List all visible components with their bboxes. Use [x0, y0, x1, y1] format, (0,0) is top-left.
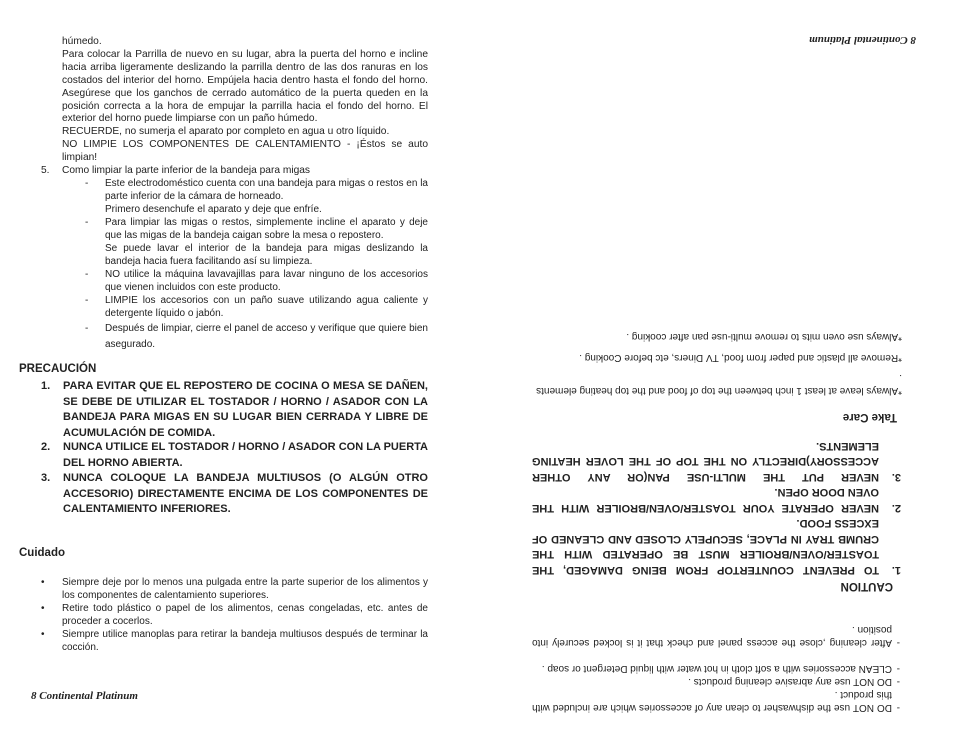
sub-item	[85, 269, 428, 295]
dash-marker: -	[85, 217, 89, 228]
sub-item-extra: Se puede lavar el interior de la bandeja para migas deslizando la bandeja hacia fuera facilitando así su limpieza.	[105, 242, 428, 267]
cuidado-text: Siempre utilice manoplas para retirar la bandeja multiusos después de terminar la cocción.	[62, 629, 428, 653]
dash-item-text: DO NOT use the dishwasher to clean any of accessories which are included with this product .	[532, 689, 892, 713]
page-footer: 8 Continental Platinum	[31, 690, 138, 702]
take-care-text: Always use oven mits to remove multi-use pan after cooking .	[626, 331, 899, 342]
item-text: NUNCA UTILICE EL TOSTADOR / HORNO / ASADOR CON LA PUERTA DEL HORNO ABIERTA.	[63, 441, 428, 469]
sub-item-text: Para limpiar las migas o restos, simplemente incline el aparato y deje que las migas de la bandeja caigan sobre la mesa o repostero.	[105, 217, 428, 241]
take-care-item	[522, 329, 902, 342]
sub-item	[85, 217, 428, 269]
sub-item-text: Después de limpiar, cierre el panel de acceso y verifique que quiere bien asegurado.	[105, 323, 428, 350]
sub-item-extra: Primero desenchufe el aparato y deje que enfríe.	[105, 203, 322, 215]
bullet-marker: •	[41, 603, 45, 614]
cuidado-item	[41, 629, 428, 655]
item5-number: 5.	[41, 165, 50, 176]
asterisk-marker: *	[898, 352, 902, 363]
page-footer: 8 Continental Platinum	[809, 34, 916, 46]
caution-heading: CAUTION	[840, 580, 893, 592]
dash-item-text: CLEAN accessories with a soft cloth in hot water with liquid Detergent or soap .	[541, 663, 892, 674]
take-care-item	[522, 370, 902, 396]
item-number: 1.	[41, 380, 51, 392]
sub-item-text: Este electrodoméstico cuenta con una bandeja para migas o restos en la parte inferior de la cámara de horneado.	[105, 178, 428, 202]
dash-marker: -	[85, 178, 89, 189]
right-page	[477, 0, 954, 738]
take-care-trail: .	[899, 372, 902, 384]
cuidado-text: Retire todo plástico o papel de los alimentos, cenas congeladas, etc. antes de proceder a cocerlos.	[62, 603, 428, 627]
intro-paragraph: Para colocar la Parrilla de nuevo en su lugar, abra la puerta del horno e incline hacia arriba ligeramente deslizando la parrilla dentro de las dos ranuras en los costados del interior del horno. Empújela hacia dentro hasta el fondo del horno. Asegúrese que los ganchos de cerrado automático de la puerta queden en la posición correcta a la hora de empujar la parrilla hacia el fondo del horno. El exterior del horno puede limpiarse con un paño húmedo.	[62, 48, 428, 125]
dash-item	[532, 687, 900, 713]
sub-item-text: NO utilice la máquina lavavajillas para lavar ninguno de los accesorios que vienen incluidos con este producto.	[105, 269, 428, 293]
dash-marker: -	[896, 676, 900, 687]
dash-marker: -	[85, 295, 89, 306]
item-number: 2.	[891, 502, 901, 514]
dash-marker: -	[896, 663, 900, 674]
dash-item	[532, 661, 900, 674]
item5-title: Como limpiar la parte inferior de la bandeja para migas	[62, 165, 311, 176]
cuidado-item	[41, 603, 428, 629]
item-number: 1.	[891, 564, 901, 576]
take-care-heading: Take Care	[842, 411, 897, 423]
dash-marker: -	[85, 323, 89, 334]
item-text: TO PREVENT COUNTERTOP FROM BEING DAMAGED, THE TOASTER/OVEN/BROILER MUST BE OPERATED WITH THE CRUMB TRAY IN PLACE, SECUPELY CLOSED AND CLEANED OF EXCESS FOOD.	[532, 517, 879, 576]
intro-line: RECUERDE, no sumerja el aparato por completo en agua u otro líquido.	[62, 126, 390, 138]
caution-item	[532, 484, 901, 515]
bullet-marker: •	[41, 629, 45, 640]
dash-marker: -	[896, 702, 900, 713]
take-care-text: Always leave at least 1 inch between the top of food and the top heating elements	[536, 385, 899, 396]
take-care-text: Remove all plastic and paper from food, TV Diners, etc before Cooking .	[579, 352, 899, 363]
item-number: 3.	[891, 471, 901, 483]
take-care-item	[522, 350, 902, 363]
asterisk-marker: *	[898, 385, 902, 396]
intro-line: húmedo.	[62, 36, 102, 47]
sub-item-text: LIMPIE los accesorios con un paño suave utilizando agua caliente y detergente líquido o jabón.	[105, 295, 428, 319]
cuidado-item	[41, 577, 428, 603]
precaucion-item	[41, 440, 428, 471]
sub-item	[85, 295, 428, 321]
item-number: 2.	[41, 441, 51, 453]
sub-item	[85, 321, 428, 353]
intro-block	[62, 36, 428, 165]
caution-item	[532, 515, 901, 577]
intro-line: NO LIMPIE LOS COMPONENTES DE CALENTAMIENTO - ¡Éstos se auto limpian!	[62, 139, 428, 164]
precaucion-heading: PRECAUCIÓN	[19, 363, 97, 375]
item-number: 3.	[41, 472, 51, 484]
dash-marker: -	[85, 269, 89, 280]
asterisk-marker: *	[898, 331, 902, 342]
dash-marker: -	[896, 637, 900, 648]
dash-item	[532, 674, 900, 687]
precaucion-item	[41, 379, 428, 441]
item-text: NEVER PUT THE MULTI-USE PAN(OR ANY OTHER ACCESSORY)DIRECTLY ON THE TOP OF THE LOVER HEATING ELEMENTS.	[532, 440, 879, 483]
bullet-marker: •	[41, 577, 45, 588]
cuidado-heading: Cuidado	[19, 547, 65, 559]
dash-item	[532, 622, 900, 648]
dash-item-text: After cleaning ,close the access panel and check that it is locked securely into position .	[532, 624, 892, 648]
caution-item	[532, 438, 901, 485]
cuidado-text: Siempre deje por lo menos una pulgada entre la parte superior de los alimentos y los componentes de calentamiento superiores.	[62, 577, 428, 601]
sub-item	[85, 178, 428, 217]
dash-item-text: DO NOT use any abrasive cleaning products .	[688, 676, 892, 687]
precaucion-item	[41, 471, 428, 518]
item-text: PARA EVITAR QUE EL REPOSTERO DE COCINA O MESA SE DAÑEN, SE DEBE DE UTILIZAR EL TOSTADOR / HORNO / ASADOR CON LA BANDEJA PARA MIGAS EN SU LUGAR BIEN CERRADA Y LIBRE DE ACUMULACIÓN DE COMIDA.	[63, 380, 428, 439]
item-text: NEVER OPERATE YOUR TOASTER/OVEN/BROILER WITH THE OVEN DOOR OPEN.	[532, 486, 879, 514]
item-text: NUNCA COLOQUE LA BANDEJA MULTIUSOS (O ALGÚN OTRO ACCESORIO) DIRECTAMENTE ENCIMA DE LOS COMPONENTES DE CALENTAMIENTO INFERIORES.	[63, 472, 428, 515]
